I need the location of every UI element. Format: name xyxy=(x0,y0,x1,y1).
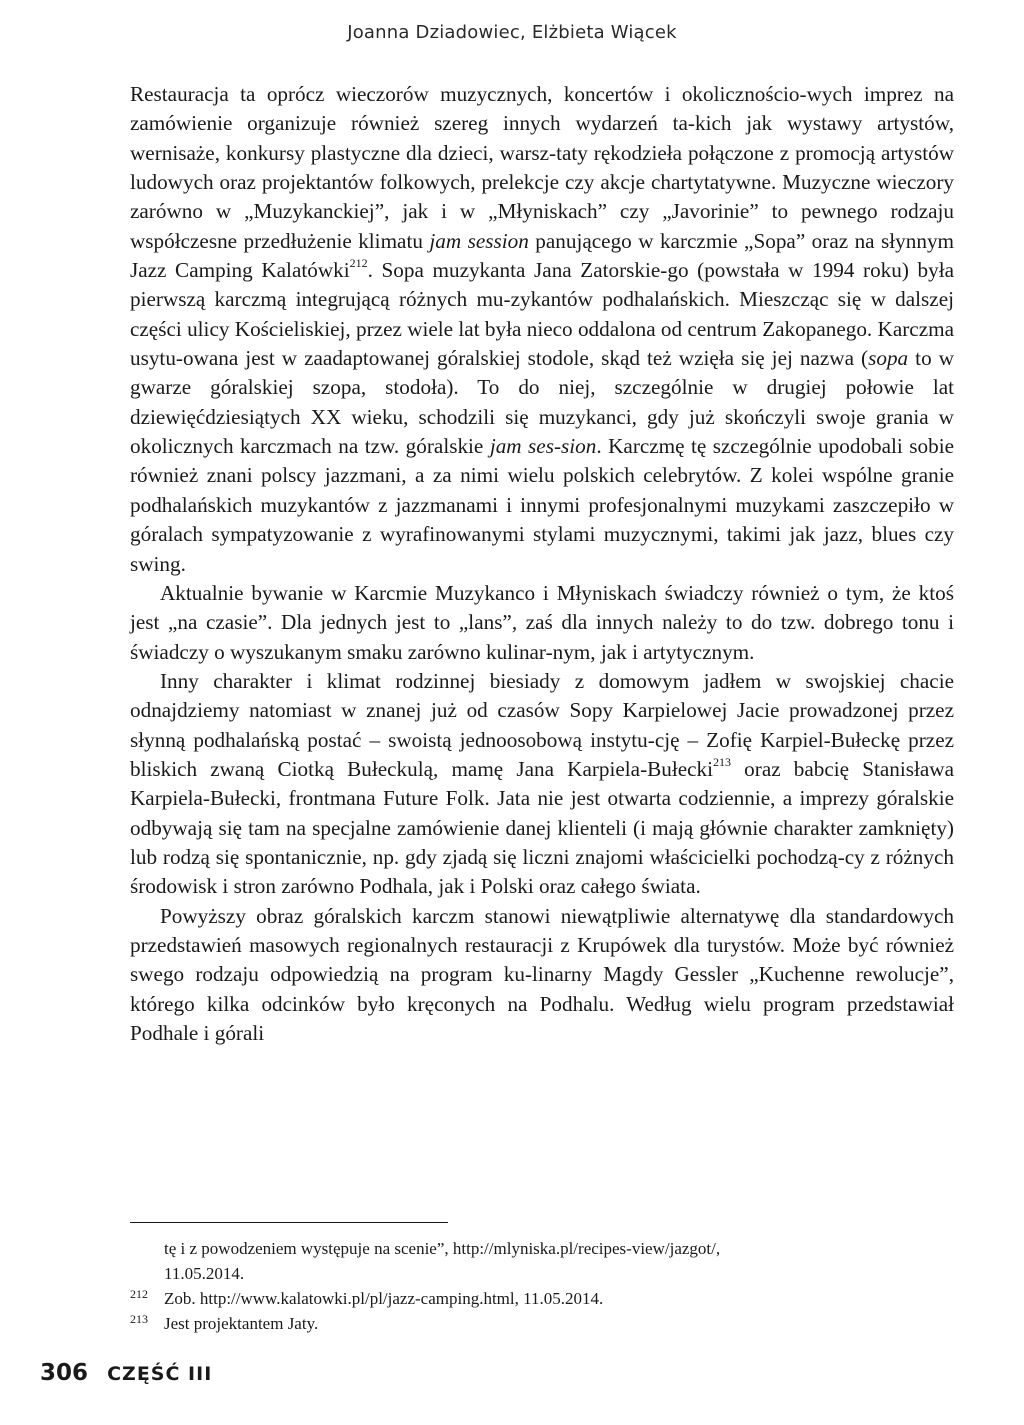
italic-term: jam session xyxy=(429,228,529,253)
footnote-212: 212 Zob. http://www.kalatowki.pl/pl/jazz-camping.html, 11.05.2014. xyxy=(130,1286,954,1311)
footnote-continuation: tę i z powodzeniem występuje na scenie”, http://mlyniska.pl/recipes-view/jazgot/, 11.05.2014. xyxy=(164,1239,721,1283)
running-header: Joanna Dziadowiec, Elżbieta Wiącek xyxy=(347,22,677,43)
main-text xyxy=(130,80,954,1048)
part-label: CZĘŚĆ III xyxy=(107,1363,213,1385)
paragraph-3: Inny charakter i klimat rodzinnej biesiady z domowym jadłem w swojskiej chacie odnajdziemy natomiast w znanej już od czasów Sopy Karpielowej Jacie prowadzonej przez słynną podhalańską postać – swoistą jednoosobową instytu-cję – Zofię Karpiel-Bułeckę przez bliskich zwaną Ciotką Bułeckulą, mamę Jana Karpiela-Bułecki$^{213}$ oraz babcię Stanisława Karpiela-Bułecki, frontmana Future Folk. Jata nie jest otwarta codziennie, a imprezy góralskie odbywają się tam na specjalne zamówienie danej klienteli (i mają głównie charakter zamknięty) lub rodzą się spontanicznie, np. gdy zjadą się liczni znajomi właścicielki pochodzą-cy z różnych środowisk i stron zarówno Podhala, jak i Polski oraz całego świata. xyxy=(130,668,954,899)
paragraph-4: Powyższy obraz góralskich karczm stanowi niewątpliwie alternatywę dla standardowych przedstawień masowych regionalnych restauracji z Krupówek dla turystów. Może być również swego rodzaju odpowiedzią na program ku-linarny Magdy Gessler „Kuchenne rewolucje”, którego kilka odcinków było kręconych na Podhalu. Według wielu program przedstawiał Podhale i górali xyxy=(130,903,954,1045)
footnote-213: 213 Jest projektantem Jaty. xyxy=(130,1311,954,1336)
italic-term: jam ses-sion xyxy=(489,434,597,459)
paragraph-2: Aktualnie bywanie w Karcmie Muzykanco i Młyniskach świadczy również o tym, że ktoś jest „na czasie”. Dla jednych jest to „lans”, zaś dla innych należy to do tzw. dobrego tonu i świadczy o wyszukanym smaku zarówno kulinar-nym, jak i artytycznym. xyxy=(130,580,954,664)
footnote-marker: 213 xyxy=(130,1312,148,1326)
footnote-ref-213[interactable]: 213 xyxy=(713,754,732,769)
footnote-ref-212[interactable]: 212 xyxy=(349,256,368,270)
page-footer xyxy=(40,1360,212,1386)
italic-term: sopa xyxy=(868,346,909,371)
footnotes xyxy=(130,1236,954,1336)
footnote-marker: 212 xyxy=(130,1287,148,1301)
page-number: 306 xyxy=(40,1360,89,1386)
footnote-rule xyxy=(130,1222,448,1223)
paragraph-1: Restauracja ta oprócz wieczorów muzycznych, koncertów i okolicznościo-wych imprez na zamówienie organizuje również szereg innych wydarzeń ta-kich jak wystawy artystów, wernisaże, konkursy plastyczne dla dzieci, warsz-taty rękodzieła połączone z promocją artystów ludowych oraz projektantów folkowych, prelekcje czy akcje chartytatywne. Muzyczne wieczory zarówno w „Muzykanckiej”, jak i w „Młyniskach” czy „Javorinie” to pewnego rodzaju współczesne przedłużenie klimatu jam session panującego w karczmie „Sopa” oraz na słynnym Jazz Camping Kalatówki$^{212}$. Sopa muzykanta Jana Zatorskie-go (powstała w 1994 roku) była pierwszą karczmą integrującą różnych mu-zykantów podhalańskich. Mieszcząc się w dalszej części ulicy Kościeliskiej, przez wiele lat była nieco oddalona od centrum Zakopanego. Karczma usytu-owana jest w zaadaptowanej góralskiej stodole, skąd też wzięła się jej nazwa (sopa to w gwarze góralskiej szopa, stodoła). To do niej, szczególnie w drugiej połowie lat dziewięćdziesiątych XX wieku, schodzili się muzykanci, gdy już skończyli swoje grania w okolicznych karczmach na tzw. góralskie jam ses-sion. Karczmę tę szczególnie upodobali sobie również znani polscy jazzmani, a za nimi wielu polskich celebrytów. Z kolei wspólne granie podhalańskich muzykantów z jazzmanami i innymi profesjonalnymi muzykami zaszczepiło w góralach sympatyzowanie z wyrafinowanymi stylami muzycznymi, takimi jak jazz, blues czy swing. xyxy=(130,82,955,576)
